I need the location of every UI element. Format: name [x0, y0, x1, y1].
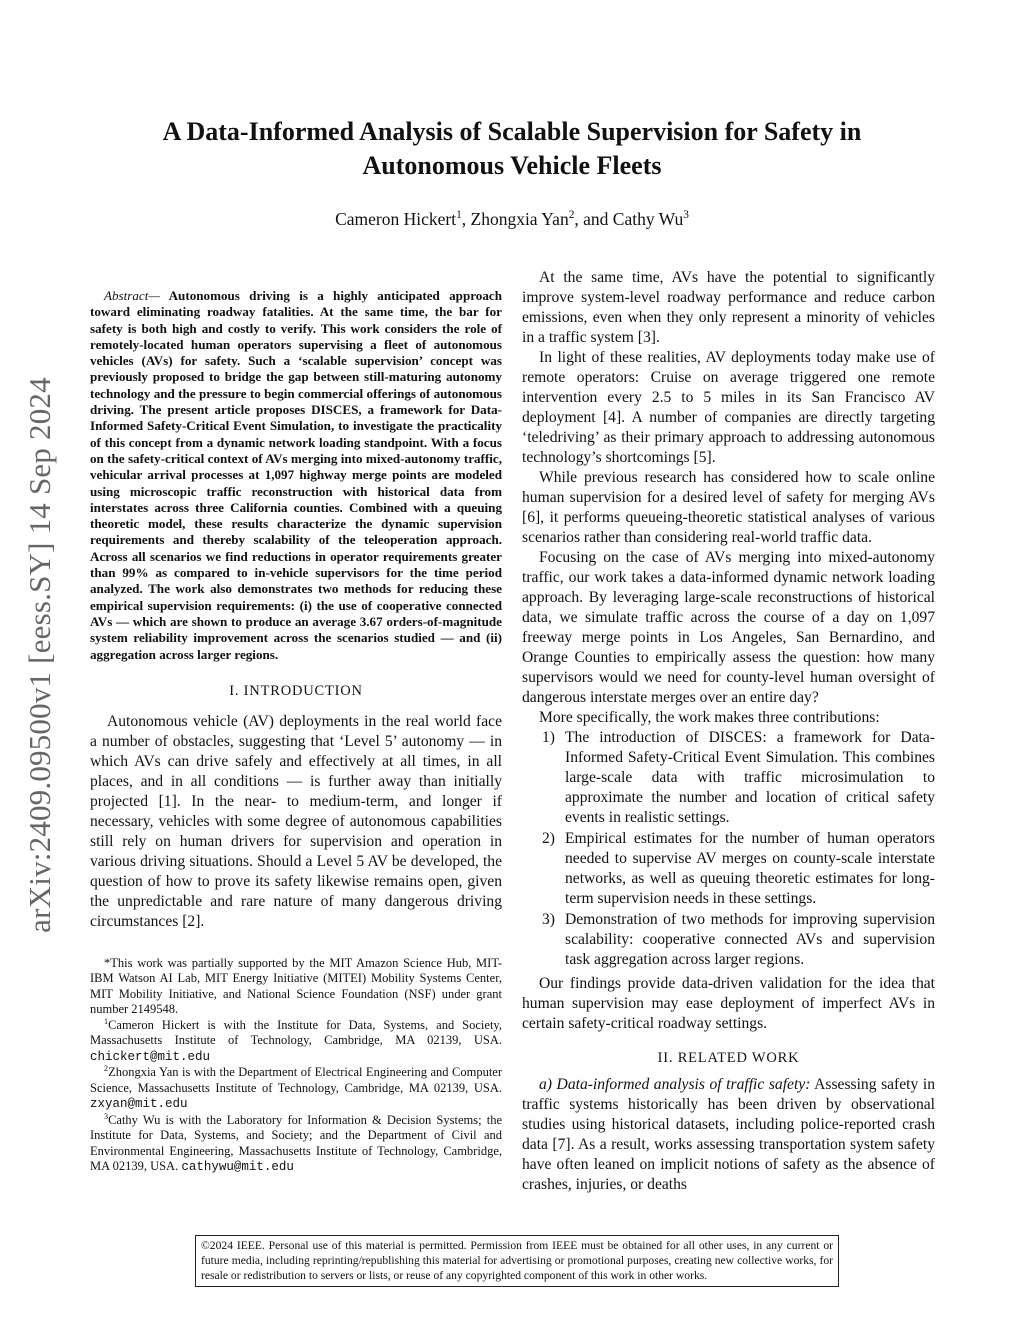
body-paragraph: While previous research has considered how to scale online human supervision for a desired level of safety for merging AVs [6], it performs queueing-theoretic statistical analyses of various scenarios rather than considering real-world traffic data.	[522, 469, 935, 546]
affiliation-footnote-1: $^1$Cameron Hickert is with the Institute for Data, Systems, and Society, Massachusetts Institute of Technology, Cambridge, MA 02139, USA. chickert@mit.edu	[90, 1016, 502, 1064]
funding-footnote: *This work was partially supported by the MIT Amazon Science Hub, MIT-IBM Watson AI Lab, MIT Energy Initiative (MITEI) Mobility Systems Center, MIT Mobility Initiative, and National Science Foundation (NSF) under grant number 2149548.	[90, 955, 502, 1017]
author-2: Zhongxia Yan$^2$, and	[470, 209, 613, 229]
abstract-label: Abstract	[104, 288, 149, 303]
list-item: 1) The introduction of DISCES: a framework for Data-Informed Safety-Critical Event Simulation. This combines large-scale data with traffic microsimulation to approximate the number and location of critical safety events in realistic settings.	[542, 729, 935, 826]
copyright-notice: ©2024 IEEE. Personal use of this material is permitted. Permission from IEEE must be obtained for all other uses, in any current or future media, including reprinting/republishing this material for advertising or promotional purposes, creating new collective works, for resale or redistribution to servers or lists, or reuse of any copyrighted component of this work in other works.	[195, 1235, 839, 1287]
paper-title: A Data-Informed Analysis of Scalable Supervision for Safety in Autonomous Vehicle Fleets	[162, 117, 862, 180]
author-list	[100, 209, 924, 230]
body-paragraph: At the same time, AVs have the potential to significantly improve system-level roadway performance and reduce carbon emissions, even when they only represent a minority of vehicles in a traffic system [3].	[522, 269, 935, 346]
subsection-label: a) Data-informed analysis of traffic safety:	[539, 1076, 811, 1093]
affiliation-footnote-2: $^2$Zhongxia Yan is with the Department of Electrical Engineering and Computer Science, Massachusetts Institute of Technology, Cambridge, MA 02139, USA. zxyan@mit.edu	[90, 1064, 502, 1112]
footnotes	[90, 956, 502, 1176]
abstract-text: Autonomous driving is a highly anticipated approach toward eliminating roadway fatalities. At the same time, the bar for safety is both high and costly to verify. This work considers the role of remotely-located human operators supervising a fleet of autonomous vehicles (AVs) for safety. Such a ‘scalable supervision’ concept was previously proposed to bridge the gap between still-maturing autonomy technology and the pressure to begin commercial offerings of autonomous driving. The present article proposes DISCES, a framework for Data-Informed Safety-Critical Event Simulation, to investigate the practicality of this concept from a dynamic network loading standpoint. With a focus on the safety-critical context of AVs merging into mixed-autonomy traffic, vehicular arrival processes at 1,097 highway merge points are modeled using microscopic traffic reconstruction with historical data from interstates across three California counties. Combined with a queuing theoretic model, these results characterize the dynamic supervision requirements and thereby scalability of the teleoperation approach. Across all scenarios we find reductions in operator requirements greater than 99% as compared to in-vehicle supervisors for the time period analyzed. The work also demonstrates two methods for reducing these empirical supervision requirements: (i) the use of cooperative connected AVs — which are shown to produce an average 3.67 orders-of-magnitude system reliability improvement across the scenarios studied — and (ii) aggregation across larger regions.	[90, 288, 502, 662]
author-1: Cameron Hickert$^1$,	[335, 209, 471, 229]
intro-paragraph: Autonomous vehicle (AV) deployments in the real world face a number of obstacles, suggesting that ‘Level 5’ autonomy — in which AVs can drive safely and effectively at all times, in all places, and in all conditions — is further away than initially projected [1]. In the near- to medium-term, and longer if necessary, vehicles with some degree of autonomous capabilities still rely on human drivers for supervision and operation in various driving situations. Should a Level 5 AV be developed, the question of how to prove its safety likewise remains open, given the unpredictable and rare nature of many dangerous driving circumstances [2].	[90, 712, 502, 930]
related-work-paragraph: a) Data-informed analysis of traffic safety: Assessing safety in traffic systems historically has been driven by observational studies using historical datasets, including police-reported crash data [7]. As a result, works assessing transportation system safety have often leaned on implicit notions of safety as the absence of crashes, injuries, or deaths	[522, 1076, 935, 1193]
arxiv-identifier-text: arXiv:2409.09500v1 [eess.SY] 14 Sep 2024	[22, 377, 57, 933]
list-item: 3) Demonstration of two methods for improving supervision scalability: cooperative connected AVs and supervision task aggregation across larger regions.	[542, 911, 935, 968]
email-link[interactable]: cathywu@mit.edu	[181, 1160, 294, 1175]
section-heading-related-work: II. RELATED WORK	[657, 1050, 800, 1066]
left-column	[90, 288, 502, 1176]
email-link[interactable]: zxyan@mit.edu	[90, 1097, 188, 1112]
body-paragraph: More specifically, the work makes three contributions:	[539, 709, 880, 726]
body-paragraph: Focusing on the case of AVs merging into mixed-autonomy traffic, our work takes a data-informed dynamic network loading approach. By leveraging large-scale reconstructions of historical data, we simulate traffic across the course of a day on 1,097 freeway merge points in Los Angeles, San Bernardino, and Orange Counties to empirically assess the question: how many supervisors would we need for county-level human oversight of dangerous interstate merges over an entire day?	[522, 549, 935, 706]
arxiv-identifier-stamp	[20, 350, 60, 960]
section-heading-introduction: I. INTRODUCTION	[229, 682, 363, 699]
abstract: Abstract— Autonomous driving is a highly anticipated approach toward eliminating roadway fatalities. At the same time, the bar for safety is both high and costly to verify. This work considers the role of remotely-located human operators supervising a fleet of autonomous vehicles (AVs) for safety. Such a ‘scalable supervision’ concept was previously proposed to bridge the gap between still-maturing autonomy technology and the pressure to begin commercial offerings of autonomous driving. The present article proposes DISCES, a framework for Data-Informed Safety-Critical Event Simulation, to investigate the practicality of this concept from a dynamic network loading standpoint. With a focus on the safety-critical context of AVs merging into mixed-autonomy traffic, vehicular arrival processes at 1,097 highway merge points are modeled using microscopic traffic reconstruction with historical data from interstates across three California counties. Combined with a queuing theoretic model, these results characterize the dynamic supervision requirements and thereby scalability of the teleoperation approach. Across all scenarios we find reductions in operator requirements greater than 99% as compared to in-vehicle supervisors for the time period analyzed. The work also demonstrates two methods for reducing these empirical supervision requirements: (i) the use of cooperative connected AVs — which are shown to produce an average 3.67 orders-of-magnitude system reliability improvement across the scenarios studied — and (ii) aggregation across larger regions.	[90, 288, 502, 662]
closing-paragraph: Our findings provide data-driven validation for the idea that human supervision may ease deployment of imperfect AVs in certain safety-critical roadway settings.	[522, 975, 935, 1032]
body-paragraph: In light of these realities, AV deployments today make use of remote operators: Cruise on average triggered one remote intervention every 2.5 to 5 miles in its San Francisco AV deployment [4]. A number of companies are directly targeting ‘teledriving’ as their primary approach to addressing autonomous technology’s shortcomings [5].	[522, 349, 935, 466]
list-item: 2) Empirical estimates for the number of human operators needed to supervise AV merges on county-scale interstate networks, as well as queuing theoretic estimates for long-term supervision needs in these settings.	[542, 830, 935, 907]
right-column	[522, 268, 935, 1195]
email-link[interactable]: chickert@mit.edu	[90, 1049, 211, 1064]
affiliation-footnote-3: $^3$Cathy Wu is with the Laboratory for Information & Decision Systems; the Institute for Data, Systems, and Society; and the Department of Civil and Environmental Engineering, Massachusetts Institute of Technology, Cambridge, MA 02139, USA. cathywu@mit.edu	[90, 1111, 502, 1175]
contribution-list	[522, 728, 935, 970]
author-3: Cathy Wu$^3$	[612, 209, 689, 229]
